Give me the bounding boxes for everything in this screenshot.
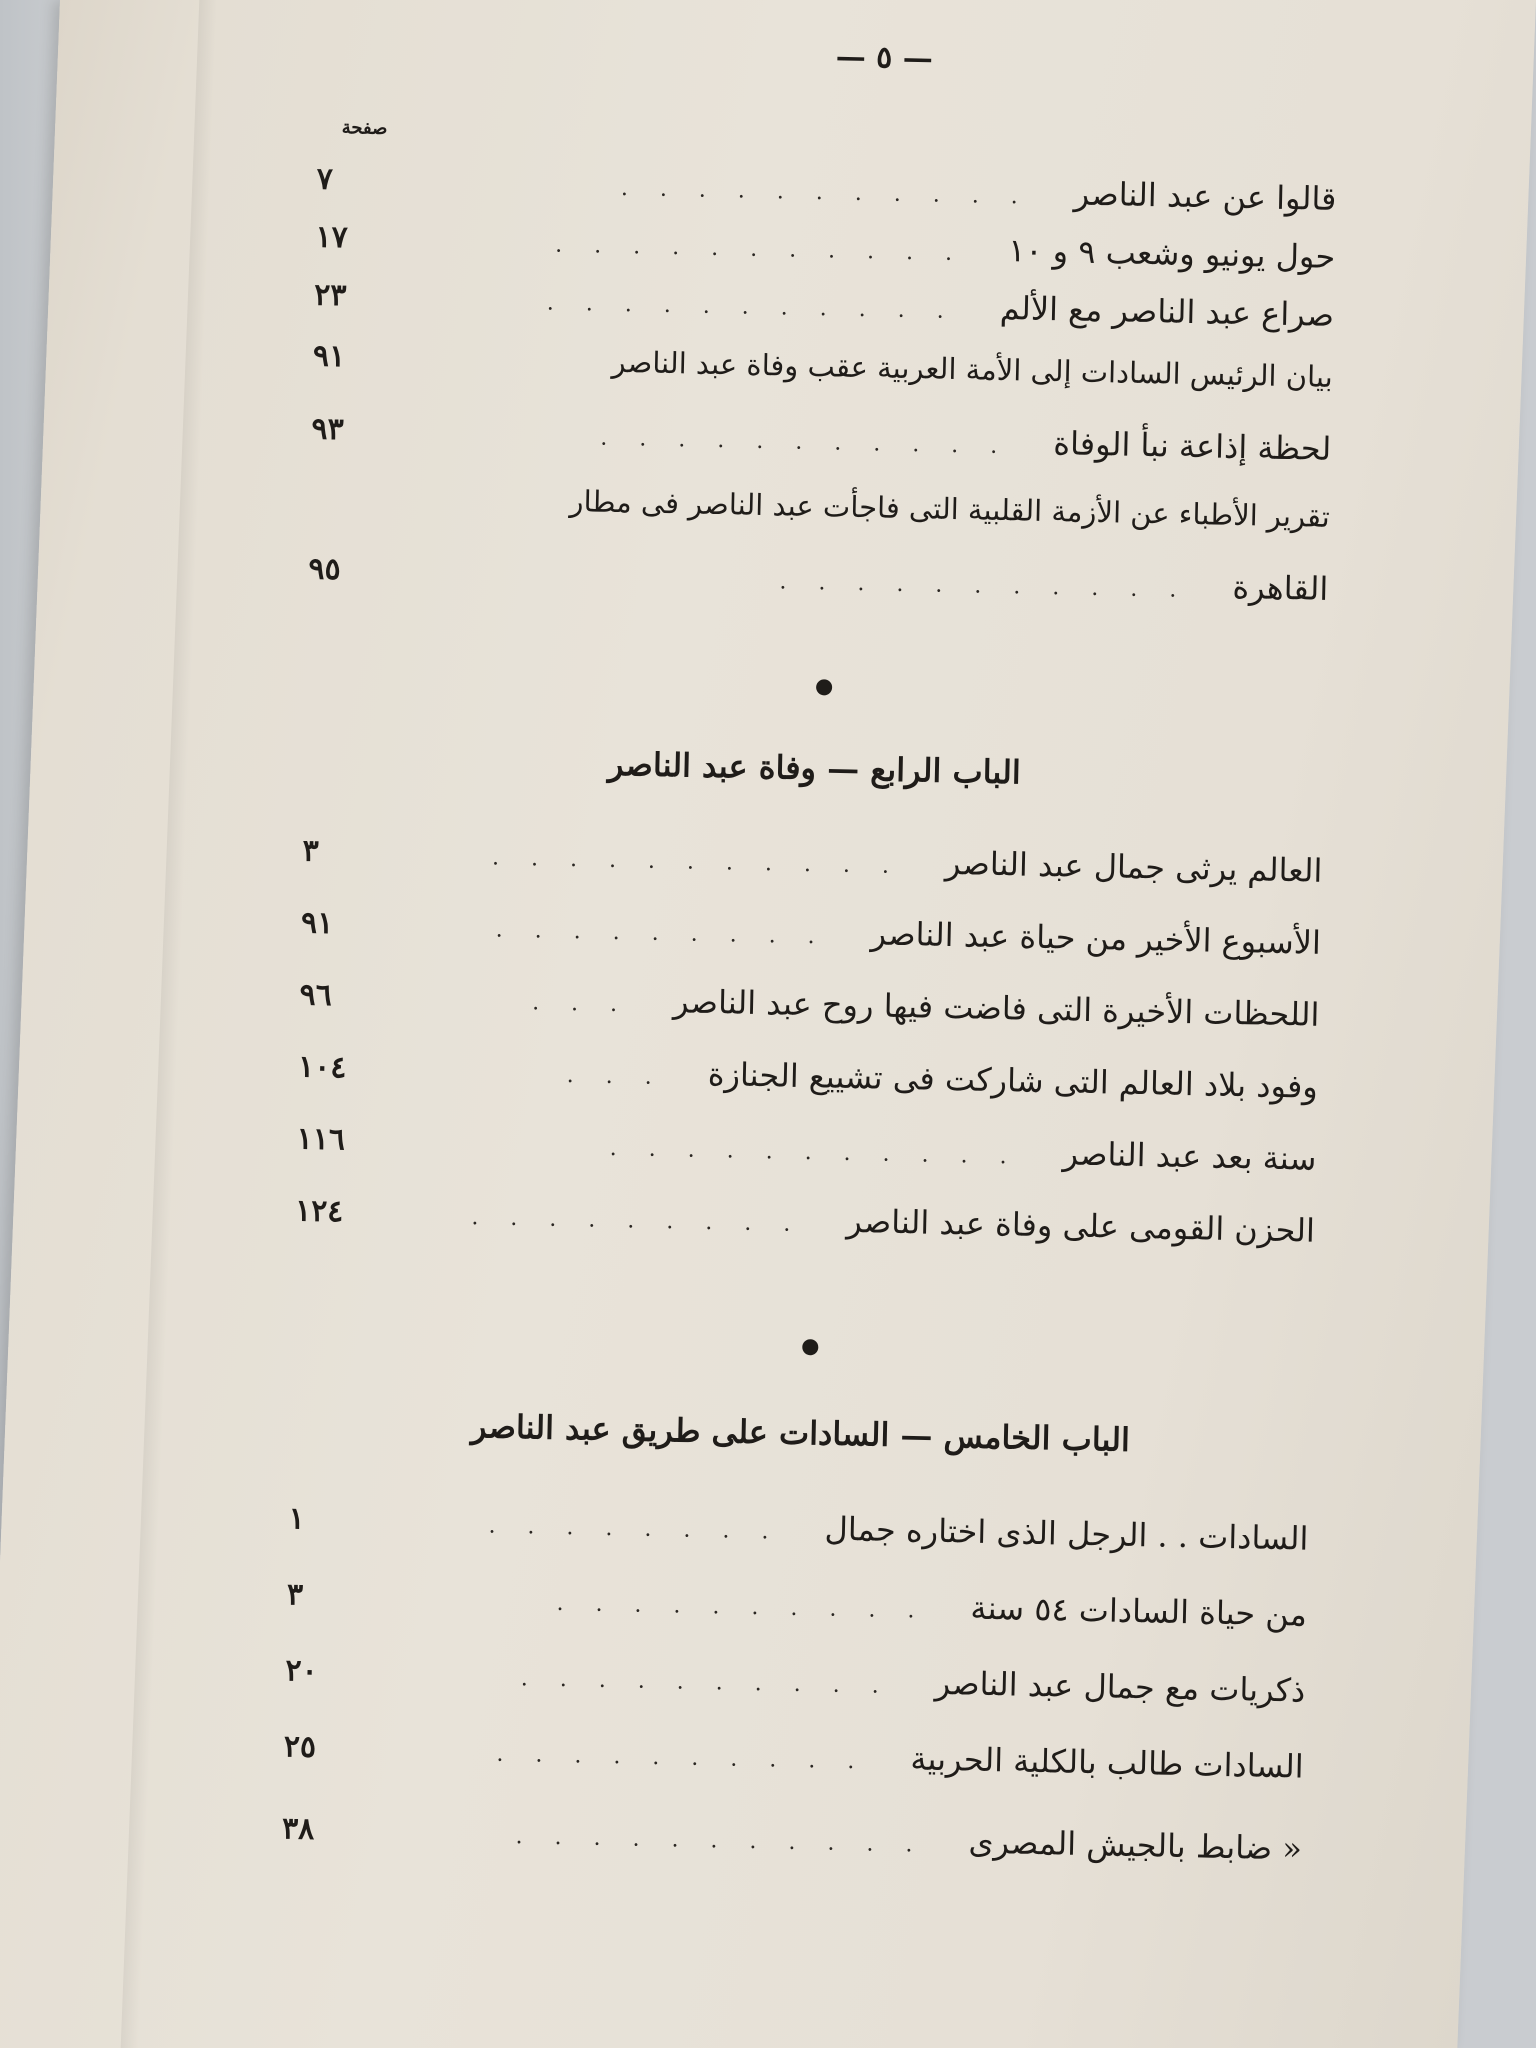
toc-entry-page: ١٠٤: [297, 1049, 347, 1086]
toc-entry-page: ٢٣: [313, 277, 347, 314]
leader-dots: ..........: [496, 1741, 887, 1775]
toc-entry-title: لحظة إذاعة نبأ الوفاة: [1052, 424, 1332, 468]
leader-dots: ...: [531, 990, 650, 1018]
toc-entry-page: ٩١: [312, 338, 346, 375]
toc-entry-page: [310, 506, 380, 507]
page-column-header: صفحة: [341, 117, 388, 140]
toc-entry-title: الحزن القومى على وفاة عبد الناصر: [846, 1201, 1316, 1250]
toc-entry: [281, 1808, 1302, 1881]
toc-entry: [283, 1726, 1304, 1799]
toc-entry: [297, 1046, 1318, 1119]
toc-entry-title: من حياة السادات ٥٤ سنة: [970, 1588, 1308, 1634]
toc-entry: [299, 974, 1320, 1047]
toc-entry-page: ١: [288, 1501, 306, 1537]
toc-entry-page: ٣: [286, 1577, 304, 1613]
leader-dots: ...........: [600, 425, 1030, 460]
leader-dots: ..........: [556, 1590, 947, 1625]
page-number: — ٥ —: [835, 39, 934, 77]
toc-entry: [312, 339, 1333, 412]
toc-entry-page: ٢٠: [285, 1653, 319, 1689]
toc-entry-page: ٣: [302, 833, 320, 869]
toc-entry: [302, 830, 1323, 903]
toc-entry-title: « ضابط بالجيش المصرى: [968, 1822, 1303, 1868]
toc-entry-page: ٧: [316, 161, 334, 197]
leader-dots: ...........: [491, 845, 922, 880]
toc-entry-page: ١١٦: [296, 1121, 346, 1158]
toc-entry: [309, 479, 1330, 552]
toc-entry-page: ٣٨: [281, 1811, 315, 1847]
leader-dots: ...........: [779, 569, 1209, 604]
chapter-heading: الباب الرابع — وفاة عبد الناصر: [607, 744, 1022, 792]
toc-entry-page: ١٧: [315, 219, 349, 256]
toc-entry-title: قالوا عن عبد الناصر: [1073, 174, 1337, 218]
toc-entry-title: السادات . . الرجل الذى اختاره جمال: [824, 1509, 1309, 1558]
toc-entry: [311, 409, 1332, 482]
toc-entry-title: صراع عبد الناصر مع الألم: [999, 288, 1335, 334]
toc-entry-title: القاهرة: [1232, 567, 1329, 608]
toc-entry: [285, 1650, 1306, 1723]
leader-dots: ...........: [555, 232, 985, 267]
toc-entry-title: تقرير الأطباء عن الأزمة القلبية التى فاجأت عبد الناصر فى مطار: [569, 483, 1331, 534]
section-divider-bullet: [816, 679, 832, 695]
toc-entry-page: ١٢٤: [294, 1193, 344, 1230]
leader-dots: .........: [471, 1205, 823, 1238]
leader-dots: ...........: [609, 1135, 1039, 1170]
toc-entry-title: العالم يرثى جمال عبد الناصر: [944, 843, 1323, 890]
toc-entry-title: سنة بعد عبد الناصر: [1062, 1134, 1317, 1178]
toc-entry: [288, 1498, 1309, 1571]
leader-dots: ..........: [520, 1666, 911, 1700]
toc-entry-page: ٩٦: [299, 977, 333, 1014]
toc-entry: [300, 902, 1321, 975]
toc-entry-title: حول يونيو وشعب ٩ و ١٠: [1007, 231, 1336, 276]
toc-entry-title: وفود بلاد العالم التى شاركت فى تشييع الجنازة: [707, 1054, 1319, 1106]
leader-dots: [380, 507, 556, 511]
toc-entry-page: ٩١: [300, 905, 334, 942]
toc-entry: [286, 1574, 1307, 1647]
toc-entry-title: ذكريات مع جمال عبد الناصر: [934, 1663, 1306, 1710]
toc-entry: [296, 1118, 1317, 1191]
leader-dots: .........: [495, 917, 847, 950]
chapter-heading: الباب الخامس — السادات على طريق عبد الناصر: [470, 1407, 1131, 1459]
toc-entry-page: ٩٥: [308, 551, 342, 588]
toc-entry: [308, 549, 1329, 622]
toc-entry-page: ٢٥: [283, 1729, 317, 1765]
leader-dots: ........: [488, 1513, 801, 1546]
leader-dots: ...........: [546, 290, 976, 325]
leader-dots: ...........: [620, 175, 1051, 210]
table-of-contents: [279, 9, 1340, 2010]
toc-entry: [294, 1190, 1315, 1263]
leader-dots: [383, 367, 598, 371]
toc-entry-title: السادات طالب بالكلية الحربية: [910, 1739, 1305, 1786]
toc-entry-page: ٩٣: [311, 411, 345, 448]
toc-entry-title: بيان الرئيس السادات إلى الأمة العربية عقب وفاة عبد الناصر: [611, 344, 1334, 394]
leader-dots: ...: [566, 1063, 684, 1091]
leader-dots: ...........: [515, 1824, 945, 1859]
toc-entry-title: الأسبوع الأخير من حياة عبد الناصر: [870, 914, 1322, 962]
section-divider-bullet: [802, 1339, 818, 1355]
toc-entry-title: اللحظات الأخيرة التى فاضت فيها روح عبد الناصر: [672, 982, 1320, 1034]
